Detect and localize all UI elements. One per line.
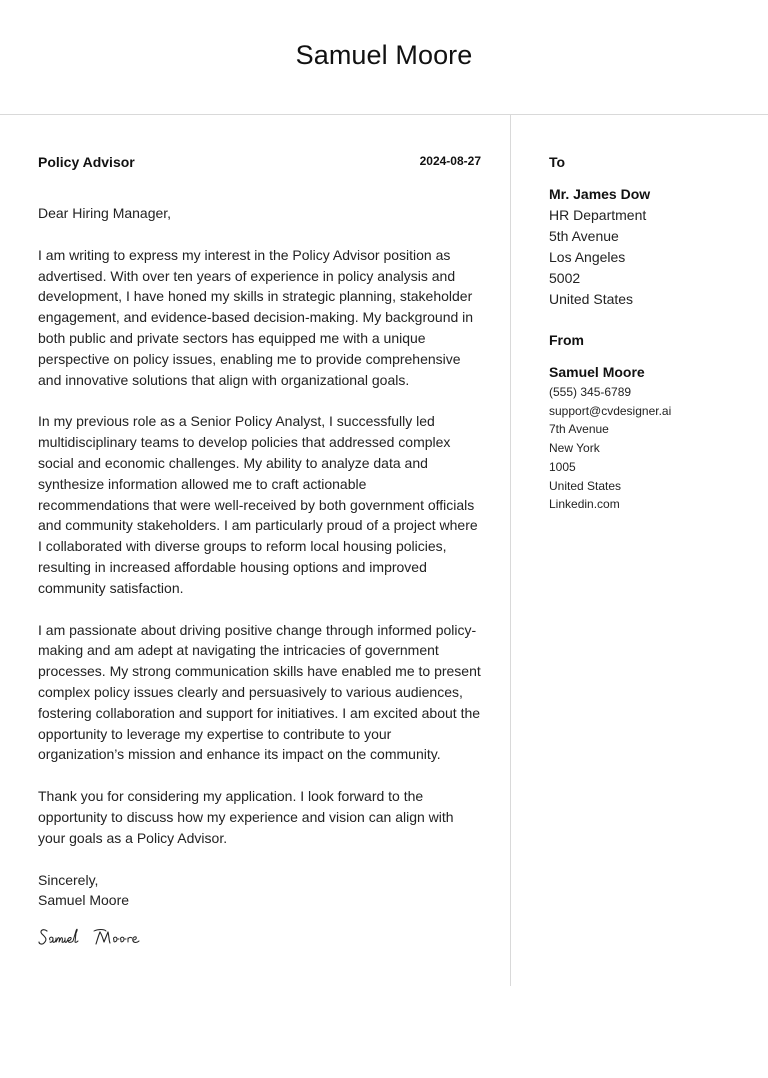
sender-heading: From <box>549 332 584 348</box>
applicant-name-heading: Samuel Moore <box>295 40 473 70</box>
sender-phone: (555) 345-6789 <box>549 385 632 399</box>
paragraph-skills: I am passionate about driving positive change through informed policy-making and am adept at navigating the intricacies of government processes. My strong communication skills have enabled me to present complex policy issues clearly and persuasively to various audiences, fostering collaboration and support for initiatives. I am excited about the opportunity to leverage my expertise to contribute to your organization’s mission and enhance its impact on the community. <box>38 621 481 763</box>
paragraph-intro: I am writing to express my interest in the Policy Advisor position as advertised. With over ten years of experience in policy analysis and development, I have honed my skills in strategic planning, stakeholder engagement, and evidence-based decision-making. My background in both public and private sectors has equipped me with a unique perspective on policy issues, enabling me to provide comprehensive and innovative solutions that align with organizational goals. <box>38 246 474 388</box>
sender-block-name: Samuel Moore <box>549 364 645 380</box>
handwritten-signature <box>38 923 188 953</box>
sender-country: United States <box>549 478 622 493</box>
sender-email: support@cvdesigner.ai <box>549 403 672 418</box>
paragraph-closing: Thank you for considering my application. I look forward to the opportunity to discuss how my experience and vision can align with your goals as a Policy Advisor. <box>38 788 454 846</box>
page-header <box>0 0 768 115</box>
recipient-name: Mr. James Dow <box>549 186 651 202</box>
letter-date: 2024-08-27 <box>419 154 481 168</box>
title-row <box>38 150 481 176</box>
address-sidebar <box>549 150 759 514</box>
recipient-heading: To <box>549 154 566 170</box>
recipient-postal-code: 5002 <box>549 270 581 286</box>
recipient-street: 5th Avenue <box>549 228 619 244</box>
recipient-department: HR Department <box>549 207 647 223</box>
sign-off <box>38 870 481 912</box>
letter-body <box>38 150 481 958</box>
recipient-country: United States <box>549 291 634 307</box>
recipient-city: Los Angeles <box>549 249 626 265</box>
sender-city: New York <box>549 441 600 456</box>
paragraph-experience: In my previous role as a Senior Policy Analyst, I successfully led multidisciplinary teams to develop policies that addressed complex social and economic challenges. My ability to analyze data and synthesize information allowed me to craft actionable recommendations that were well-received by both government officials and community stakeholders. I am particularly proud of a project where I collaborated with diverse groups to reform local housing policies, resulting in increased affordable housing options and improved community satisfaction. <box>38 413 478 596</box>
sender-postal-code: 1005 <box>549 459 576 474</box>
column-divider <box>510 115 511 986</box>
sender-name: Samuel Moore <box>38 892 130 909</box>
sender-street: 7th Avenue <box>549 422 609 437</box>
sender-linkedin: Linkedin.com <box>549 497 620 512</box>
closing-phrase: Sincerely, <box>38 871 99 888</box>
job-title: Policy Advisor <box>38 154 135 170</box>
salutation: Dear Hiring Manager, <box>38 205 172 221</box>
